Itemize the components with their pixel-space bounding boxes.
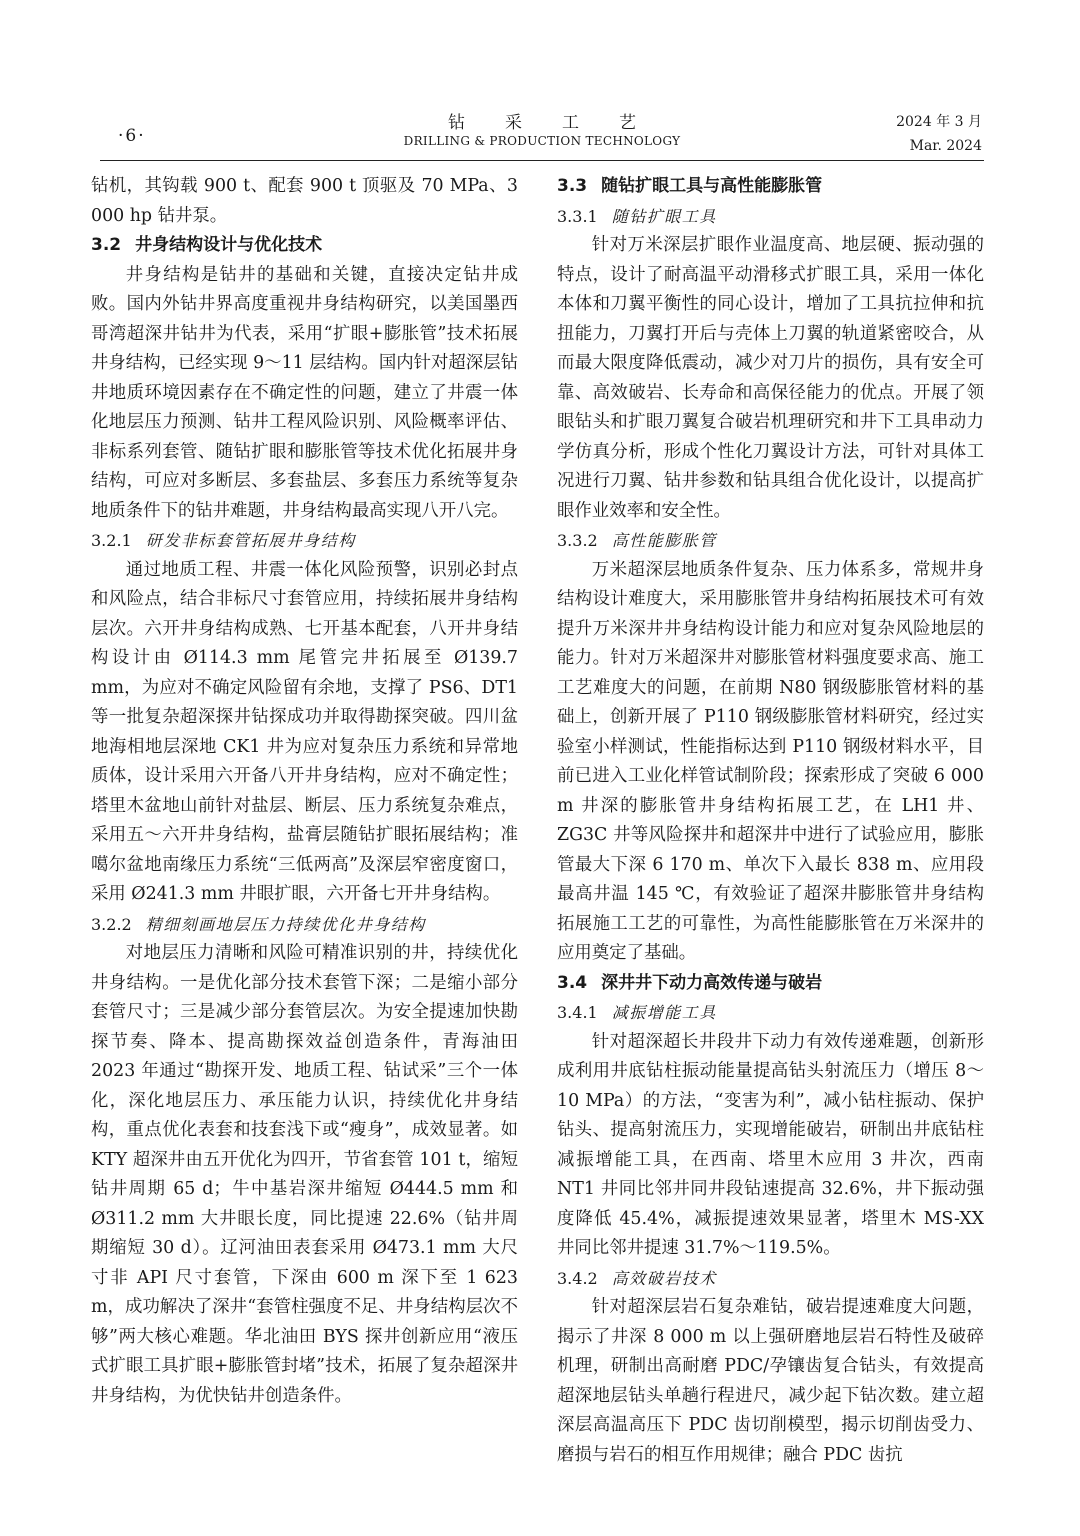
paragraph: 针对超深层岩石复杂难钻，破岩提速难度大问题，揭示了井深 8 000 m 以上强研磨地层岩石特性及破碎机理，研制出高耐磨 PDC/孕镶齿复合钻头，有效提高超深地层钻头单趟行程进尺，减少起下钻次数。建立超深层高温高压下 PDC 齿切削模型，揭示切削齿受力、磨损与岩石的相互作用规律；融合 PDC 齿抗 (557, 1297, 984, 1465)
page-number: ·6· (118, 126, 146, 146)
subsection-number: 3.2.1 (91, 531, 132, 550)
header-rule (100, 160, 984, 161)
subsection-number: 3.3.1 (557, 206, 598, 226)
subsection-heading-3-3-1 (557, 202, 984, 232)
section-number: 3.3 (557, 176, 588, 196)
journal-title-cn: 钻采工艺 (448, 113, 676, 133)
section-heading-3-3 (557, 172, 984, 202)
paragraph: 通过地质工程、井震一体化风险预警，识别必封点和风险点，结合非标尺寸套管应用，持续拓展井身结构层次。六开井身结构成熟、七开基本配套，八开井身结构设计由 Ø114.3 mm 尾管完井拓展至 Ø139.7 mm，为应对不确定风险留有余地，支撑了 PS6、DT1 等一批复杂超深探井钻探成功并取得勘探突破。四川盆地海相地层深地 CK1 井为应对复杂压力系统和异常地质体，设计采用六开备八开井身结构，应对不确定性；塔里木盆地山前针对盐层、断层、压力系统复杂难点，采用五～六开井身结构，盐膏层随钻扩眼拓展结构；准噶尔盆地南缘压力系统“三低两高”及深层窄密度窗口，采用 Ø241.3 mm 井眼扩眼，六开备七开井身结构。 (91, 559, 518, 904)
issue-date (896, 110, 982, 158)
section-title: 随钻扩眼工具与高性能膨胀管 (601, 176, 823, 196)
paragraph: 针对万米深层扩眼作业温度高、地层硬、振动强的特点，设计了耐高温平动滑移式扩眼工具，采用一体化本体和刀翼平衡性的同心设计，增加了工具抗拉伸和抗扭能力，刀翼打开后与壳体上刀翼的轨道紧密咬合，从而最大限度降低震动，减少对刀片的损伤，具有安全可靠、高效破岩、长寿命和高保径能力的优点。开展了领眼钻头和扩眼刀翼复合破岩机理研究和井下工具串动力学仿真分析，形成个性化刀翼设计方法，可针对具体工况进行刀翼、钻井参数和钻具组合优化设计，以提高扩眼作业效率和安全性。 (557, 235, 984, 521)
subsection-heading-3-4-2 (557, 1264, 984, 1294)
page-header (100, 104, 984, 158)
subsection-number: 3.4.1 (557, 1003, 598, 1022)
subsection-title: 精细刻画地层压力持续优化井身结构 (145, 914, 426, 934)
right-column (557, 172, 984, 1470)
section-heading-3-2 (91, 231, 518, 261)
subsection-heading-3-2-1 (91, 526, 518, 556)
subsection-title: 高效破岩技术 (611, 1268, 717, 1288)
subsection-title: 减振增能工具 (611, 1003, 717, 1022)
paragraph: 对地层压力清晰和风险可精准识别的井，持续优化井身结构。一是优化部分技术套管下深；二是缩小部分套管尺寸；三是减少部分套管层次。为安全提速加快勘探节奏、降本、提高勘探效益创造条件，青海油田 2023 年通过“勘探开发、地质工程、钻试采”三个一体化，深化地层压力、承压能力认识，持续优化井身结构，重点优化表套和技套浅下或“瘦身”，成效显著。如 KTY 超深井由五开优化为四开，节省套管 101 t，缩短钻井周期 65 d；牛中基岩深井缩短 Ø444.5 mm 和 Ø311.2 mm 大井眼长度，同比提速 22.6%（钻井周期缩短 30 d）。辽河油田表套采用 Ø473.1 mm 大尺寸非 API 尺寸套管，下深由 600 m 深下至 1 623 m，成功解决了深井“套管柱强度不足、井身结构层次不够”两大核心难题。华北油田 BYS 探井创新应用“液压式扩眼工具扩眼+膨胀管封堵”技术，拓展了复杂超深井井身结构，为优快钻井创造条件。 (91, 943, 518, 1406)
subsection-heading-3-4-1 (557, 998, 984, 1028)
section-number: 3.2 (91, 235, 122, 255)
subsection-number: 3.3.2 (557, 531, 598, 550)
paragraph: 万米超深层地质条件复杂、压力体系多，常规井身结构设计难度大，采用膨胀管井身结构拓展技术可有效提升万米深井井身结构设计能力和应对复杂风险地层的能力。针对万米超深井对膨胀管材料强度要求高、施工工艺难度大的问题，在前期 N80 钢级膨胀管材料的基础上，创新开展了 P110 钢级膨胀管材料研究，经过实验室小样测试，性能指标达到 P110 钢级材料水平，目前已进入工业化样管试制阶段；探索形成了突破 6 000 m 井深的膨胀管井身结构拓展工艺，在 LH1 井、ZG3C 井等风险探井和超深井中进行了试验应用，膨胀管最大下深 6 170 m、单次下入最长 838 m、应用段最高井温 145 ℃，有效验证了超深井膨胀管井身结构拓展施工工艺的可靠性，为高性能膨胀管在万米深井的应用奠定了基础。 (557, 559, 984, 963)
section-heading-3-4 (557, 969, 984, 999)
subsection-title: 研发非标套管拓展井身结构 (145, 531, 356, 550)
section-title: 井身结构设计与优化技术 (135, 235, 323, 255)
subsection-title: 随钻扩眼工具 (611, 206, 717, 226)
section-number: 3.4 (557, 972, 588, 993)
journal-title-en: DRILLING & PRODUCTION TECHNOLOGY (403, 134, 681, 148)
issue-date-cn: 2024 年 3 月 (896, 114, 982, 130)
section-title: 深井井下动力高效传递与破岩 (601, 972, 823, 993)
subsection-number: 3.4.2 (557, 1268, 598, 1288)
subsection-heading-3-3-2 (557, 526, 984, 556)
issue-date-en: Mar. 2024 (909, 138, 982, 154)
subsection-number: 3.2.2 (91, 914, 132, 934)
left-column (91, 172, 518, 1411)
paragraph: 针对超深超长井段井下动力有效传递难题，创新形成利用井底钻柱振动能量提高钻头射流压力（增压 8～10 MPa）的方法，“变害为利”，减小钻柱振动、保护钻头、提高射流压力，实现增能破岩，研制出井底钻柱减振增能工具，在西南、塔里木应用 3 井次，西南 NT1 井同比邻井同井段钻速提高 32.6%，井下振动强度降低 45.4%，减振提速效果显著，塔里木 MS-XX 井同比邻井提速 31.7%～119.5%。 (557, 1031, 984, 1258)
paragraph: 井身结构是钻井的基础和关键，直接决定钻井成败。国内外钻井界高度重视井身结构研究，以美国墨西哥湾超深井钻井为代表，采用“扩眼+膨胀管”技术拓展井身结构，已经实现 9～11 层结构。国内针对超深层钻井地质环境因素存在不确定性的问题，建立了井震一体化地层压力预测、钻井工程风险识别、风险概率评估、非标系列套管、随钻扩眼和膨胀管等技术优化拓展井身结构，可应对多断层、多套盐层、多套压力系统等复杂地质条件下的钻井难题，井身结构最高实现八开八完。 (91, 264, 518, 521)
paragraph-continued: 钻机，其钩载 900 t、配套 900 t 顶驱及 70 MPa、3 000 hp 钻井泵。 (91, 176, 518, 226)
subsection-title: 高性能膨胀管 (611, 531, 717, 550)
subsection-heading-3-2-2 (91, 910, 518, 940)
